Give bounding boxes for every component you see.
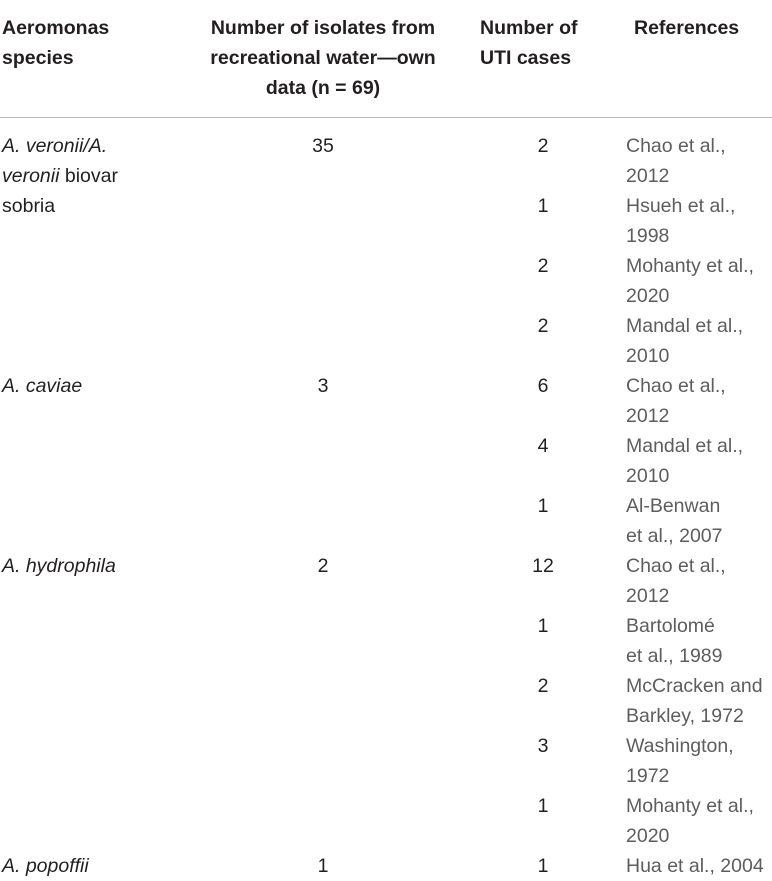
isolates-count: 1	[178, 851, 468, 881]
reference-text: Mandal et al.,	[626, 315, 743, 337]
reference-text: 2020	[626, 825, 669, 847]
reference-text: 2012	[626, 585, 669, 607]
reference-text: Chao et al.,	[626, 135, 726, 157]
species-name: A. veronii/A.	[2, 135, 107, 157]
species-name: A. hydrophila	[2, 555, 116, 577]
header-row	[0, 0, 772, 118]
header-uti-cases	[468, 0, 618, 118]
reference-text: Mohanty et al.,	[626, 795, 754, 817]
uti-case-count: 2	[468, 251, 618, 311]
species-name: A. popoffii	[2, 855, 89, 877]
uti-case-count: 1	[468, 611, 618, 671]
reference-cell	[618, 251, 772, 311]
header-references	[618, 0, 772, 118]
uti-case-count: 4	[468, 431, 618, 491]
reference-text: Hsueh et al.,	[626, 195, 735, 217]
species-name: A. caviae	[2, 375, 82, 397]
header-uti-line: Number of	[480, 17, 578, 39]
isolates-count: 3	[178, 371, 468, 551]
reference-cell	[618, 118, 772, 192]
header-isolates-line: recreational water—own	[210, 47, 435, 69]
reference-cell	[618, 551, 772, 611]
header-isolates	[178, 0, 468, 118]
reference-cell	[618, 791, 772, 851]
reference-text: Hua et al., 2004	[626, 855, 764, 877]
uti-case-count: 1	[468, 191, 618, 251]
reference-text: et al., 2007	[626, 525, 723, 547]
species-cell	[0, 118, 178, 372]
isolates-count: 35	[178, 118, 468, 372]
reference-cell	[618, 191, 772, 251]
header-uti-line: UTI cases	[480, 47, 571, 69]
reference-text: Al-Benwan	[626, 495, 720, 517]
header-isolates-line: Number of isolates from	[211, 17, 435, 39]
uti-case-count: 3	[468, 731, 618, 791]
uti-case-count: 1	[468, 491, 618, 551]
table-body	[0, 118, 772, 881]
table-row	[0, 371, 772, 431]
header-species-line: species	[2, 47, 74, 69]
uti-case-count: 6	[468, 371, 618, 431]
reference-text: Bartolomé	[626, 615, 715, 637]
reference-text: 2020	[626, 285, 669, 307]
uti-case-count: 1	[468, 851, 618, 881]
reference-text: et al., 1989	[626, 645, 723, 667]
reference-text: 1998	[626, 225, 669, 247]
species-name: veronii	[2, 165, 59, 187]
species-cell	[0, 371, 178, 551]
isolates-count: 2	[178, 551, 468, 851]
header-species	[0, 0, 178, 118]
reference-cell	[618, 491, 772, 551]
table-row	[0, 118, 772, 192]
reference-text: Barkley, 1972	[626, 705, 744, 727]
species-cell	[0, 551, 178, 851]
reference-cell	[618, 851, 772, 881]
reference-cell	[618, 311, 772, 371]
uti-case-count: 2	[468, 671, 618, 731]
reference-cell	[618, 671, 772, 731]
header-references-line: References	[634, 17, 739, 39]
species-name: biovar	[59, 165, 118, 187]
species-cell	[0, 851, 178, 881]
reference-cell	[618, 731, 772, 791]
header-isolates-line: data (n = 69)	[266, 77, 380, 99]
uti-case-count: 2	[468, 311, 618, 371]
table-row	[0, 851, 772, 881]
uti-case-count: 12	[468, 551, 618, 611]
header-species-line: Aeromonas	[2, 17, 109, 39]
uti-case-count: 1	[468, 791, 618, 851]
species-name: sobria	[2, 195, 55, 217]
reference-cell	[618, 611, 772, 671]
reference-cell	[618, 431, 772, 491]
reference-text: 2010	[626, 345, 669, 367]
reference-text: Chao et al.,	[626, 375, 726, 397]
uti-case-count: 2	[468, 118, 618, 192]
reference-text: McCracken and	[626, 675, 763, 697]
table-row	[0, 551, 772, 611]
reference-text: 1972	[626, 765, 669, 787]
table-header	[0, 0, 772, 118]
reference-cell	[618, 371, 772, 431]
reference-text: 2012	[626, 165, 669, 187]
reference-text: 2012	[626, 405, 669, 427]
reference-text: Mandal et al.,	[626, 435, 743, 457]
reference-text: Chao et al.,	[626, 555, 726, 577]
reference-text: Mohanty et al.,	[626, 255, 754, 277]
reference-text: 2010	[626, 465, 669, 487]
reference-text: Washington,	[626, 735, 734, 757]
